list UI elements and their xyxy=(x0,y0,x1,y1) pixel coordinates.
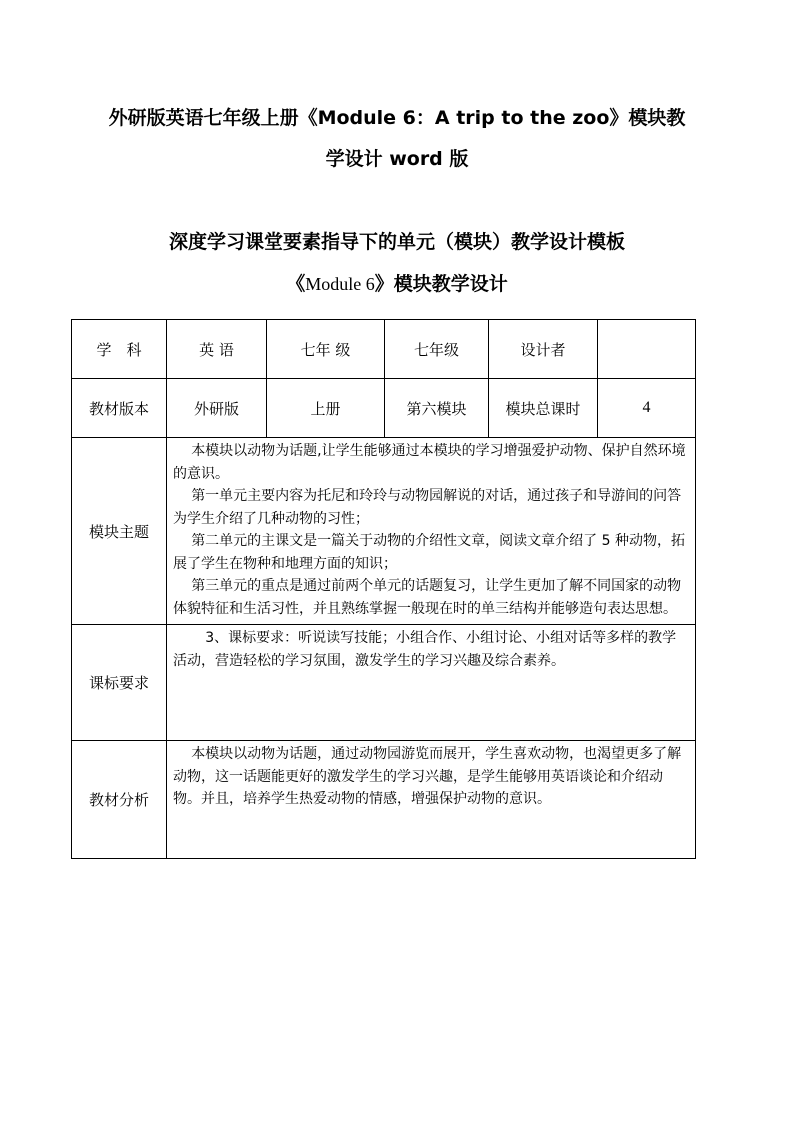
cell-edition-value: 外研版 xyxy=(167,379,267,438)
theme-paragraph: 本模块以动物为话题,让学生能够通过本模块的学习增强爱护动物、保护自然环境的意识。 xyxy=(173,443,686,482)
cell-designer-label: 设计者 xyxy=(489,320,598,379)
module-design-heading xyxy=(0,264,794,304)
heading-module-name: Module 6 xyxy=(305,274,375,294)
theme-paragraph: 第三单元的重点是通过前两个单元的话题复习，让学生更加了解不同国家的动物体貌特征和生活习性，并且熟练掌握一般现在时的单三结构并能够造句表达思想。 xyxy=(173,578,682,617)
table-row-theme xyxy=(72,438,696,625)
cell-grade-label: 七年 级 xyxy=(267,320,385,379)
cell-designer-value xyxy=(598,320,696,379)
heading-open-bracket: 《 xyxy=(286,273,306,295)
template-subtitle: 深度学习课堂要素指导下的单元（模块）教学设计模板 xyxy=(168,231,625,253)
cell-edition-label: 教材版本 xyxy=(72,379,167,438)
cell-total-lessons-value: 4 xyxy=(598,379,696,438)
analysis-paragraph: 本模块以动物为话题，通过动物园游览而展开，学生喜欢动物，也渴望更多了解动物，这一话题能更好的激发学生的学习兴趣，是学生能够用英语谈论和介绍动物。并且，培养学生热爱动物的情感，增强保护动物的意识。 xyxy=(173,746,682,807)
cell-module-number: 第六模块 xyxy=(385,379,489,438)
document-title-line-1: 外研版英语七年级上册《Module 6：A trip to the zoo》模块教 xyxy=(108,107,686,129)
cell-standard-content xyxy=(167,625,696,741)
module-design-table xyxy=(71,319,696,859)
cell-theme-label: 模块主题 xyxy=(72,438,167,625)
theme-paragraph: 第二单元的主课文是一篇关于动物的介绍性文章，阅读文章介绍了 5 种动物，拓展了学生在物种和地理方面的知识； xyxy=(173,533,685,572)
cell-total-lessons-label: 模块总课时 xyxy=(489,379,598,438)
table-row-edition xyxy=(72,379,696,438)
table-row-basic-info xyxy=(72,320,696,379)
standard-paragraph: 3、课标要求：听说读写技能；小组合作、小组讨论、小组对话等多样的教学活动，营造轻松的学习氛围，激发学生的学习兴趣及综合素养。 xyxy=(173,630,677,669)
table-row-standard xyxy=(72,625,696,741)
table-row-analysis xyxy=(72,741,696,859)
cell-analysis-label: 教材分析 xyxy=(72,741,167,859)
cell-standard-label: 课标要求 xyxy=(72,625,167,741)
heading-close-text: 》模块教学设计 xyxy=(374,273,508,295)
theme-paragraph: 第一单元主要内容为托尼和玲玲与动物园解说的对话，通过孩子和导游间的问答为学生介绍了几种动物的习性； xyxy=(173,488,682,527)
cell-subject-label: 学 科 xyxy=(72,320,167,379)
document-title-line-2: 学设计 word 版 xyxy=(325,148,469,170)
cell-subject-value: 英 语 xyxy=(167,320,267,379)
cell-analysis-content xyxy=(167,741,696,859)
cell-theme-content xyxy=(167,438,696,625)
cell-volume: 上册 xyxy=(267,379,385,438)
cell-grade-value: 七年级 xyxy=(385,320,489,379)
